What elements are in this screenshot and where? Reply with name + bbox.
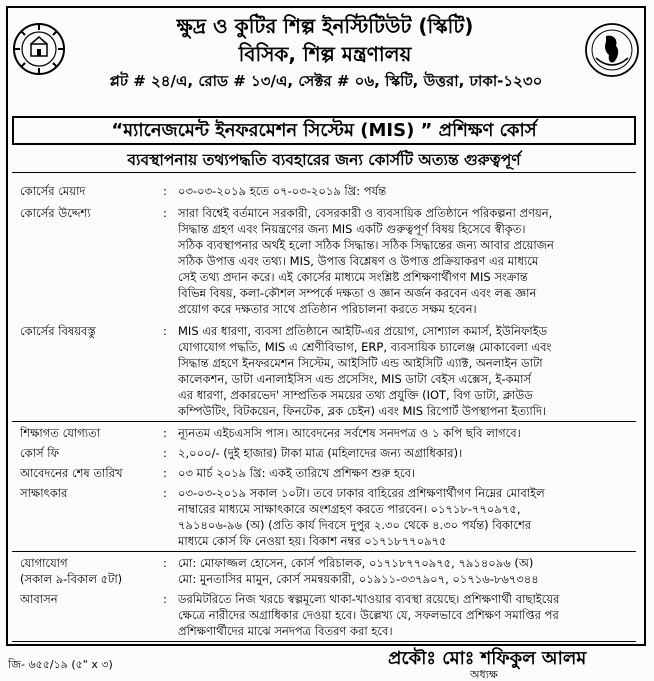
detail-label-text: কোর্সের মেয়াদ (20, 184, 86, 198)
detail-label-text: যোগাযোগ (20, 556, 68, 570)
detail-label (20, 445, 160, 461)
detail-value-line: মাধ্যমে কোর্স ফি নেওয়া হয়। বিকাশ নম্বর ০১৭১৮৭৭০৯৭৫ (178, 534, 447, 548)
detail-label-text: আবাসন (20, 592, 58, 606)
detail-value-line: ২,০০০/- (দুই হাজার) টাকা মাত্র (মহিলাদের জন্য অগ্রাধিকার)। (178, 446, 463, 460)
detail-value-line: MIS এর ধারণা, ব্যবসা প্রতিষ্ঠানে আইটি-এর প্রয়োগ, সোশ্যাল কমার্স, ইউনিফাইড (178, 324, 548, 338)
detail-value (178, 445, 634, 461)
detail-label-text: শিক্ষাগত যোগ্যতা (20, 426, 101, 440)
detail-value (178, 323, 634, 419)
org-address: প্লট # ২৪/এ, রোড # ১৩/এ, সেক্টর # ০৬, স্কিটি, উত্তরা, ঢাকা-১২৩০ (109, 72, 543, 90)
section-divider (12, 551, 636, 552)
detail-value-line: এর ধারণা, প্রকারভেদ' সাম্প্রতিক সময়ের তথ্য প্রযুক্তি (IOT, বিগ ডাটা, ক্লাউড (178, 388, 533, 402)
detail-value (178, 485, 634, 549)
detail-separator: : (163, 206, 167, 220)
detail-value-line: নাম্বারের মাধ্যমে সাক্ষাৎকারে অংশগ্রহণ করতে পারবেন। ০১৭১৮-৭৭০৯৭৫, (178, 502, 521, 516)
detail-value-line: ন্যূনতম এইচএসসি পাস। আবেদনের সর্বশেষ সনদপত্র ও ১ কপি ছবি লাগবে। (178, 426, 521, 440)
detail-label (20, 485, 160, 501)
detail-label-text: কোর্সের উদ্দেশ্য (20, 206, 91, 220)
detail-value (178, 205, 634, 317)
detail-value-line: কম্পিউটিং, বিটকয়েন, ফিনটেক, ব্লক চেইন) এবং MIS রিপোর্ট উপস্থাপনা ইত্যাদি। (178, 404, 547, 418)
skiti-seal-icon (12, 22, 66, 76)
detail-value-line: কালেকশন, ডাটা এনালাইসিস এন্ড প্রসেসিং, MIS ডাটা বেইস এক্সেস, ই-কমার্স (178, 372, 532, 386)
signatory-name: প্রকৌঃ মোঃ শফিকুল আলম (388, 648, 587, 669)
detail-value (178, 591, 634, 639)
detail-value-line: ৭৯১৪০৬-৯৬ (অ) (প্রতি কার্য দিবসে দুপুর ২.৩০ থেকে ৪.৩০ পর্যন্ত) বিকাশের (178, 518, 532, 532)
detail-value-line: প্রয়োগ করে দক্ষতার সাথে প্রতিষ্ঠান পরিচালনা করতে সক্ষম হবেন। (178, 302, 477, 316)
detail-separator: : (163, 426, 167, 440)
detail-label (20, 591, 160, 607)
detail-value-line: ০৩-০৩-২০১৯ হতে ০৭-০৩-২০১৯ খ্রি: পর্যন্ত (178, 184, 387, 198)
detail-value-line: ডরমিটরিতে নিজ খরচে স্বল্পমূল্যে থাকা-খাওয়ার ব্যবস্থা রয়েছে। প্রশিক্ষণার্থী বাছাইয়ের (178, 592, 560, 606)
detail-separator: : (163, 592, 167, 606)
detail-value (178, 183, 634, 199)
detail-value-line: মো: মোফাজ্জল হোসেন, কোর্স পরিচালক, ০১৭১৮৭৭০৯৭৫, ৭৯১৪০৯৬ (অ) (178, 556, 534, 570)
detail-separator: : (163, 556, 167, 570)
detail-value-line: সিদ্ধান্ত গ্রহণ এবং নিয়ন্ত্রণের জন্য MIS একটি গুরুত্বপূর্ণ বিষয় হিসেবে স্বীকৃত। (178, 222, 526, 236)
detail-separator: : (163, 324, 167, 338)
detail-separator: : (163, 446, 167, 460)
detail-separator: : (163, 466, 167, 480)
section-divider (12, 421, 636, 422)
detail-label (20, 425, 160, 441)
detail-value (178, 555, 634, 587)
course-subtitle: ব্যবস্থাপনায় তথ্যপদ্ধতি ব্যবহারের জন্য কোর্সটি অত্যন্ত গুরুত্বপূর্ণ (127, 151, 521, 169)
detail-value-line: মো: মুনতাসির মামুন, কোর্স সমন্বয়কারী, ০১৯১১-৩৩৭৯০৭, ০১৭১৬-৮৬৭৩৪৪ (178, 572, 539, 586)
signatory-designation: অধ্যক্ষ (470, 668, 498, 681)
detail-label (20, 465, 160, 481)
detail-value-line: সঠিক ব্যবস্থাপনার অর্থই হলো সঠিক সিদ্ধান্ত। সঠিক সিদ্ধান্তের জন্য আবার প্রয়োজন (178, 238, 554, 252)
detail-label-text: কোর্স ফি (20, 446, 59, 460)
detail-label-text: কোর্সের বিষয়বস্তু (20, 324, 96, 338)
detail-value-line: সিদ্ধান্ত গ্রহণে ইনফরমেশন সিস্টেম, আইসিটি এন্ড আইসিটি এ্যাক্ট, অনলাইন ডাটা (178, 356, 543, 370)
detail-value-line: সেই তথ্য প্রদান করে। এই কোর্সের মাধ্যমে সংশ্লিষ্ট প্রশিক্ষণার্থীগণ MIS সংক্রান্ত (178, 270, 528, 284)
detail-value-line: ক্ষেত্রে নারীদের অগ্রাধিকার দেওয়া হবে। উল্লেখ্য যে, সফলভাবে প্রশিক্ষণ সমাপ্তির পর (178, 608, 559, 622)
detail-value-line: সারা বিশ্বেই বর্তমানে সরকারী, বেসরকারী ও ব্যবসায়িক প্রতিষ্ঠানে পরিকল্পনা প্রণয়ন, (178, 206, 553, 220)
divider (12, 172, 636, 173)
detail-label (20, 183, 160, 199)
detail-separator: : (163, 184, 167, 198)
detail-label (20, 323, 160, 339)
detail-value (178, 425, 634, 441)
detail-value-line: প্রশিক্ষণার্থীদের মাঝে সনদপত্র বিতরণ করা হবে। (178, 624, 393, 638)
detail-label (20, 205, 160, 221)
section-divider (12, 641, 636, 642)
gov-code: জি- ৬৫৫/১৯ (৫" x ৩) (8, 658, 113, 671)
detail-value-line: বিভিন্ন বিষয়, কলা-কৌশল সম্পর্কে দক্ষতা ও জ্ঞান অর্জন করবেন এবং লব্ধ জ্ঞান (178, 286, 537, 300)
detail-value-line: ০৩-০৩-২০১৯ সকাল ১০টা। তবে ঢাকার বাহিরের প্রশিক্ষণার্থীগণ নিম্নের মোবাইল (178, 486, 545, 500)
detail-value (178, 465, 634, 481)
detail-separator: : (163, 486, 167, 500)
org-name: ক্ষুদ্র ও কুটির শিল্প ইনস্টিটিউট (স্কিটি) (176, 14, 474, 38)
ministry-name: বিসিক, শিল্প মন্ত্রণালয় (238, 42, 412, 66)
detail-value-line: যোগাযোগ পদ্ধতি, MIS এ শ্রেণীবিভাগ, ERP, ব্যবসায়িক চ্যালেঞ্জ মোকাবেলা এবং (178, 340, 552, 354)
detail-label (20, 555, 160, 587)
detail-value-line: সঠিক উপাত্ত এবং তথ্য। MIS, উপাত্ত বিশ্লেষণ ও উপাত্ত প্রক্রিয়াকরণ এর মাধ্যমে (178, 254, 539, 268)
detail-value-line: ০৩ মার্চ ২০১৯ খ্রি: একই তারিখে প্রশিক্ষণ শুরু হবে। (178, 466, 416, 480)
detail-label-text: সাক্ষাৎকার (20, 486, 68, 500)
detail-label-text: আবেদনের শেষ তারিখ (20, 466, 123, 480)
course-title-banner: “ম্যানেজমেন্ট ইনফরমেশন সিস্টেম (MIS) ” প্রশিক্ষণ কোর্স (12, 116, 636, 145)
detail-label-subtext: (সকাল ৯-বিকাল ৫টা) (20, 572, 123, 586)
